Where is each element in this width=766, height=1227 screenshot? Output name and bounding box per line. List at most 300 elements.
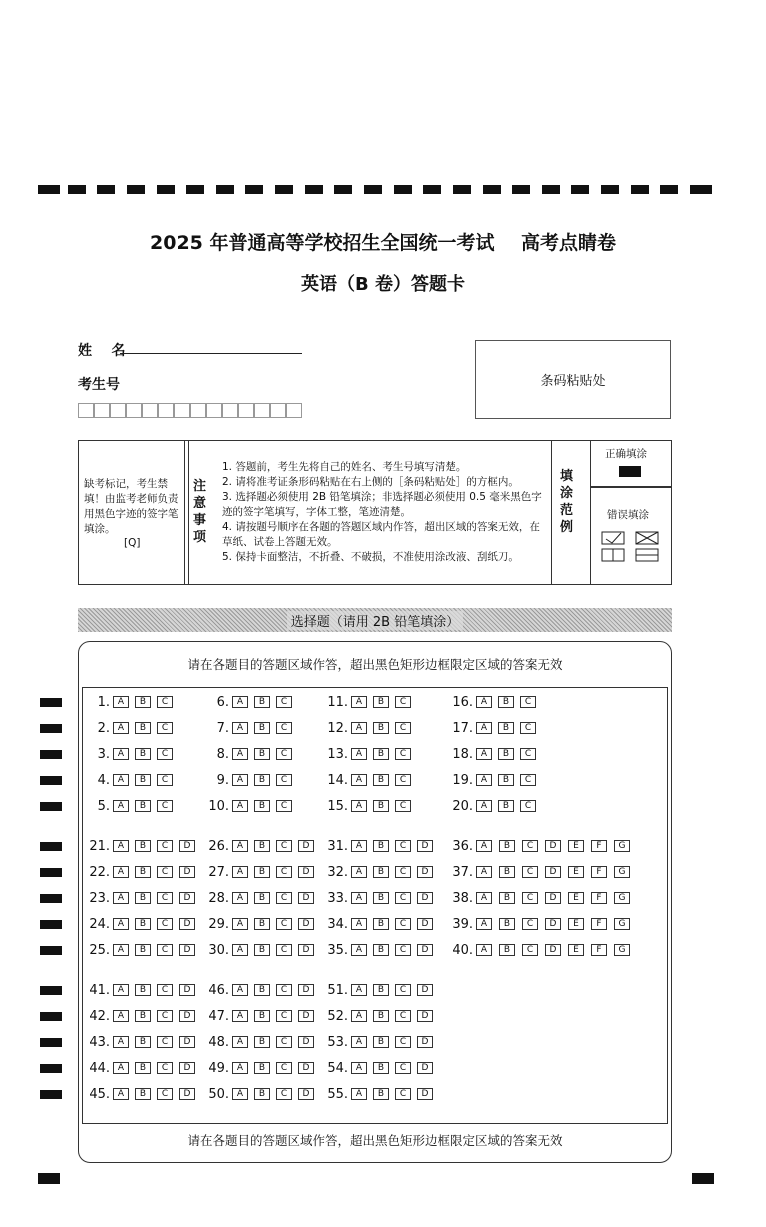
option-bubble[interactable]: A [232,984,248,996]
option-bubble[interactable]: F [591,944,607,956]
question-number: 53. [327,1035,348,1050]
option-bubble[interactable]: C [395,840,411,852]
question-number: 14. [327,773,348,788]
question-number: 33. [327,891,348,906]
option-bubble[interactable]: A [113,1062,129,1074]
option-bubble[interactable]: C [276,984,292,996]
option-bubble[interactable]: D [298,984,314,996]
option-bubble[interactable]: E [568,840,584,852]
option-bubble[interactable]: A [113,866,129,878]
option-bubble[interactable]: A [232,944,248,956]
option-bubble[interactable]: B [498,696,514,708]
question-number: 10. [208,799,229,814]
option-bubble[interactable]: B [254,774,270,786]
timing-mark [40,724,62,733]
question-number: 25. [89,943,110,958]
option-bubble[interactable]: A [476,866,492,878]
option-bubble[interactable]: D [298,866,314,878]
option-bubble[interactable]: C [157,800,173,812]
option-bubble[interactable]: C [276,1010,292,1022]
option-bubble[interactable]: B [135,696,151,708]
option-bubble[interactable]: B [135,1010,151,1022]
option-bubble[interactable]: A [113,944,129,956]
note-top: 请在各题目的答题区域作答，超出黑色矩形边框限定区域的答案无效 [187,657,563,672]
option-bubble[interactable]: F [591,840,607,852]
option-bubble[interactable]: C [395,1036,411,1048]
option-bubble[interactable]: A [232,774,248,786]
option-bubble[interactable]: C [157,774,173,786]
option-bubble[interactable]: B [135,840,151,852]
option-bubble[interactable]: F [591,866,607,878]
option-bubble[interactable]: A [351,1062,367,1074]
option-bubble[interactable]: C [157,892,173,904]
question-number: 9. [216,773,229,788]
name-label: 姓 名 [78,343,126,359]
option-bubble[interactable]: D [417,1088,433,1100]
id-digit-box[interactable] [174,403,190,418]
option-bubble[interactable]: A [351,866,367,878]
option-bubble[interactable]: C [395,892,411,904]
option-bubble[interactable]: A [476,892,492,904]
option-bubble[interactable]: C [276,800,292,812]
option-bubble[interactable]: B [373,1010,389,1022]
option-bubble[interactable]: B [499,918,515,930]
option-bubble[interactable]: C [395,774,411,786]
option-bubble[interactable]: C [157,722,173,734]
option-bubble[interactable]: C [157,866,173,878]
dash-segment [394,185,412,194]
option-bubble[interactable]: C [395,1010,411,1022]
option-bubble[interactable]: C [276,748,292,760]
question-number: 44. [89,1061,110,1076]
option-bubble[interactable]: C [395,748,411,760]
option-bubble[interactable]: D [179,1062,195,1074]
option-bubble[interactable]: D [298,1088,314,1100]
option-bubble[interactable]: A [113,840,129,852]
option-bubble[interactable]: B [254,944,270,956]
option-bubble[interactable]: A [232,800,248,812]
option-bubble[interactable]: C [520,748,536,760]
question-number: 42. [89,1009,110,1024]
option-bubble[interactable]: G [614,918,630,930]
option-bubble[interactable]: D [179,1088,195,1100]
option-bubble[interactable]: B [135,944,151,956]
notice-item: 1. 答题前，考生先将自己的姓名、考生号填写清楚。 [222,461,467,473]
option-bubble[interactable]: B [254,748,270,760]
option-bubble[interactable]: C [276,722,292,734]
option-bubble[interactable]: A [232,918,248,930]
option-bubble[interactable]: A [232,866,248,878]
timing-mark [40,1038,62,1047]
option-bubble[interactable]: D [298,1062,314,1074]
id-digit-box[interactable] [238,403,254,418]
absent-mark[interactable]: [Q] [124,537,141,549]
option-bubble[interactable]: C [276,918,292,930]
question-number: 43. [89,1035,110,1050]
option-bubble[interactable]: E [568,918,584,930]
option-bubble[interactable]: A [232,722,248,734]
option-bubble[interactable]: A [351,748,367,760]
option-bubble[interactable]: B [254,1062,270,1074]
option-bubble[interactable]: B [373,984,389,996]
id-digit-box[interactable] [158,403,174,418]
option-bubble[interactable]: B [373,944,389,956]
id-digit-box[interactable] [286,403,302,418]
id-digit-box[interactable] [270,403,286,418]
question-number: 26. [208,839,229,854]
question-number: 37. [452,865,473,880]
option-bubble[interactable]: B [498,774,514,786]
option-bubble[interactable]: A [351,774,367,786]
option-bubble[interactable]: A [476,774,492,786]
id-digit-box[interactable] [206,403,222,418]
option-bubble[interactable]: A [113,918,129,930]
option-bubble[interactable]: C [395,1062,411,1074]
option-bubble[interactable]: C [395,696,411,708]
name-field[interactable] [120,353,302,354]
option-bubble[interactable]: B [373,1062,389,1074]
id-digit-box[interactable] [190,403,206,418]
option-bubble[interactable]: B [135,984,151,996]
option-bubble[interactable]: C [157,840,173,852]
question-number: 29. [208,917,229,932]
option-bubble[interactable]: D [417,1010,433,1022]
option-bubble[interactable]: A [476,696,492,708]
option-bubble[interactable]: B [135,1036,151,1048]
id-digit-box[interactable] [142,403,158,418]
question-number: 54. [327,1061,348,1076]
option-bubble[interactable]: A [476,918,492,930]
option-bubble[interactable]: B [499,944,515,956]
option-bubble[interactable]: C [276,840,292,852]
option-bubble[interactable]: G [614,840,630,852]
question-number: 55. [327,1087,348,1102]
option-bubble[interactable]: G [614,866,630,878]
question-number: 49. [208,1061,229,1076]
option-bubble[interactable]: A [113,696,129,708]
option-bubble[interactable]: C [157,748,173,760]
question-number: 41. [89,983,110,998]
dash-segment [423,185,441,194]
absent-text: 缺考标记，考生禁填！由监考老师负责用黑色字迹的签字笔填涂。 [84,478,179,535]
question-number: 51. [327,983,348,998]
option-bubble[interactable]: B [373,918,389,930]
option-bubble[interactable]: A [232,696,248,708]
option-bubble[interactable]: D [179,1036,195,1048]
option-bubble[interactable]: A [113,1010,129,1022]
option-bubble[interactable]: C [522,918,538,930]
option-bubble[interactable]: B [373,748,389,760]
option-bubble[interactable]: D [417,840,433,852]
timing-mark [40,868,62,877]
option-bubble[interactable]: D [417,918,433,930]
question-number: 1. [97,695,110,710]
section-title: 选择题（请用 2B 铅笔填涂） [287,611,463,630]
option-bubble[interactable]: B [498,800,514,812]
option-bubble[interactable]: D [179,1010,195,1022]
id-digit-box[interactable] [110,403,126,418]
correct-label: 正确填涂 [605,448,647,460]
option-bubble[interactable]: D [179,866,195,878]
id-digit-box[interactable] [222,403,238,418]
option-bubble[interactable]: B [373,1036,389,1048]
option-bubble[interactable]: B [373,774,389,786]
wrong-fill-examples [600,530,664,564]
question-number: 36. [452,839,473,854]
option-bubble[interactable]: D [417,1036,433,1048]
option-bubble[interactable]: C [395,722,411,734]
timing-mark [40,842,62,851]
option-bubble[interactable]: A [113,722,129,734]
option-bubble[interactable]: C [522,866,538,878]
option-bubble[interactable]: D [298,840,314,852]
option-bubble[interactable]: B [499,866,515,878]
option-bubble[interactable]: B [254,984,270,996]
option-bubble[interactable]: C [157,1036,173,1048]
option-bubble[interactable]: A [232,748,248,760]
option-bubble[interactable]: A [232,1062,248,1074]
option-bubble[interactable]: A [476,800,492,812]
question-number: 52. [327,1009,348,1024]
option-bubble[interactable]: B [373,840,389,852]
option-bubble[interactable]: A [351,1010,367,1022]
option-bubble[interactable]: A [113,892,129,904]
option-bubble[interactable]: B [135,866,151,878]
option-bubble[interactable]: D [545,840,561,852]
notice-label: 注意事项 [193,479,207,545]
option-bubble[interactable]: C [157,918,173,930]
option-bubble[interactable]: C [395,1088,411,1100]
option-bubble[interactable]: A [113,1088,129,1100]
corner-mark-right [692,1173,714,1184]
option-bubble[interactable]: A [351,696,367,708]
option-bubble[interactable]: A [232,840,248,852]
option-bubble[interactable]: D [417,944,433,956]
question-number: 28. [208,891,229,906]
option-bubble[interactable]: D [545,892,561,904]
dash-segment [97,185,115,194]
option-bubble[interactable]: A [113,774,129,786]
question-number: 40. [452,943,473,958]
option-bubble[interactable]: A [232,1036,248,1048]
option-bubble[interactable]: B [254,1088,270,1100]
option-bubble[interactable]: A [232,1088,248,1100]
option-bubble[interactable]: B [135,800,151,812]
option-bubble[interactable]: D [179,892,195,904]
correct-fill-example [619,466,641,477]
option-bubble[interactable]: C [395,918,411,930]
option-bubble[interactable]: D [179,840,195,852]
option-bubble[interactable]: A [113,748,129,760]
option-bubble[interactable]: B [135,774,151,786]
option-bubble[interactable]: C [395,866,411,878]
question-number: 20. [452,799,473,814]
exam-title: 2025 年普通高等学校招生全国统一考试 高考点睛卷 [150,232,616,254]
option-bubble[interactable]: B [254,696,270,708]
option-bubble[interactable]: A [351,892,367,904]
option-bubble[interactable]: C [520,696,536,708]
option-bubble[interactable]: A [351,1036,367,1048]
option-bubble[interactable]: A [232,892,248,904]
option-bubble[interactable]: C [157,984,173,996]
option-bubble[interactable]: E [568,866,584,878]
id-digit-box[interactable] [94,403,110,418]
question-number: 21. [89,839,110,854]
option-bubble[interactable]: C [520,800,536,812]
option-bubble[interactable]: E [568,944,584,956]
question-number: 3. [97,747,110,762]
option-bubble[interactable]: A [476,840,492,852]
option-bubble[interactable]: B [254,866,270,878]
option-bubble[interactable]: B [499,892,515,904]
option-bubble[interactable]: B [254,892,270,904]
option-bubble[interactable]: B [373,1088,389,1100]
option-bubble[interactable]: D [545,944,561,956]
option-bubble[interactable]: A [476,944,492,956]
option-bubble[interactable]: A [476,748,492,760]
option-bubble[interactable]: C [276,696,292,708]
option-bubble[interactable]: G [614,944,630,956]
question-number: 24. [89,917,110,932]
timing-mark [40,802,62,811]
option-bubble[interactable]: A [351,722,367,734]
dash-segment [512,185,530,194]
option-bubble[interactable]: C [395,944,411,956]
option-bubble[interactable]: C [276,1088,292,1100]
dash-segment [453,185,471,194]
option-bubble[interactable]: B [373,866,389,878]
option-bubble[interactable]: A [113,1036,129,1048]
option-bubble[interactable]: C [157,1088,173,1100]
option-bubble[interactable]: B [135,1088,151,1100]
option-bubble[interactable]: D [298,1010,314,1022]
option-bubble[interactable]: D [179,918,195,930]
question-number: 13. [327,747,348,762]
id-digit-box[interactable] [78,403,94,418]
option-bubble[interactable]: B [254,722,270,734]
option-bubble[interactable]: C [157,1010,173,1022]
dash-segment [542,185,560,194]
option-bubble[interactable]: B [499,840,515,852]
option-bubble[interactable]: B [254,1036,270,1048]
option-bubble[interactable]: C [522,892,538,904]
option-bubble[interactable]: A [113,800,129,812]
option-bubble[interactable]: D [298,944,314,956]
option-bubble[interactable]: C [276,1036,292,1048]
option-bubble[interactable]: D [545,918,561,930]
question-number: 8. [216,747,229,762]
option-bubble[interactable]: B [498,748,514,760]
option-bubble[interactable]: C [276,774,292,786]
option-bubble[interactable]: D [298,1036,314,1048]
option-bubble[interactable]: D [417,892,433,904]
question-number: 15. [327,799,348,814]
option-bubble[interactable]: A [232,1010,248,1022]
question-number: 17. [452,721,473,736]
option-bubble[interactable]: B [373,892,389,904]
option-bubble[interactable]: A [351,1088,367,1100]
option-bubble[interactable]: D [545,866,561,878]
option-bubble[interactable]: B [135,722,151,734]
option-bubble[interactable]: B [498,722,514,734]
dash-segment [631,185,649,194]
option-bubble[interactable]: C [520,722,536,734]
option-bubble[interactable]: A [351,984,367,996]
option-bubble[interactable]: B [135,1062,151,1074]
option-bubble[interactable]: A [113,984,129,996]
option-bubble[interactable]: B [254,840,270,852]
option-bubble[interactable]: D [179,984,195,996]
option-bubble[interactable]: B [373,722,389,734]
option-bubble[interactable]: C [276,866,292,878]
option-bubble[interactable]: B [254,1010,270,1022]
option-bubble[interactable]: A [351,840,367,852]
option-bubble[interactable]: C [522,840,538,852]
option-bubble[interactable]: D [417,984,433,996]
option-bubble[interactable]: B [373,800,389,812]
timing-mark [40,750,62,759]
option-bubble[interactable]: D [298,892,314,904]
question-number: 2. [97,721,110,736]
option-bubble[interactable]: C [520,774,536,786]
card-subtitle: 英语（B 卷）答题卡 [301,274,465,295]
question-number: 7. [216,721,229,736]
option-bubble[interactable]: C [276,1062,292,1074]
option-bubble[interactable]: B [254,800,270,812]
question-number: 18. [452,747,473,762]
dash-segment [127,185,145,194]
option-bubble[interactable]: C [157,944,173,956]
option-bubble[interactable]: A [476,722,492,734]
option-bubble[interactable]: C [522,944,538,956]
question-number: 22. [89,865,110,880]
option-bubble[interactable]: A [351,944,367,956]
option-bubble[interactable]: F [591,918,607,930]
option-bubble[interactable]: D [417,1062,433,1074]
option-bubble[interactable]: A [351,800,367,812]
option-bubble[interactable]: C [157,696,173,708]
question-number: 47. [208,1009,229,1024]
dash-segment [216,185,234,194]
option-bubble[interactable]: C [276,892,292,904]
question-number: 32. [327,865,348,880]
dash-segment [275,185,293,194]
dash-segment [68,185,86,194]
option-bubble[interactable]: B [135,748,151,760]
id-digit-box[interactable] [126,403,142,418]
option-bubble[interactable]: D [417,866,433,878]
option-bubble[interactable]: B [135,918,151,930]
option-bubble[interactable]: A [351,918,367,930]
option-bubble[interactable]: C [276,944,292,956]
wrong-label: 错误填涂 [607,509,649,521]
option-bubble[interactable]: F [591,892,607,904]
option-bubble[interactable]: C [395,984,411,996]
option-bubble[interactable]: C [157,1062,173,1074]
dash-segment [157,185,175,194]
notice-list [222,460,547,565]
option-bubble[interactable]: D [298,918,314,930]
option-bubble[interactable]: B [254,918,270,930]
dash-segment [601,185,619,194]
option-bubble[interactable]: B [373,696,389,708]
option-bubble[interactable]: G [614,892,630,904]
option-bubble[interactable]: D [179,944,195,956]
id-digit-box[interactable] [254,403,270,418]
option-bubble[interactable]: E [568,892,584,904]
option-bubble[interactable]: C [395,800,411,812]
option-bubble[interactable]: B [135,892,151,904]
